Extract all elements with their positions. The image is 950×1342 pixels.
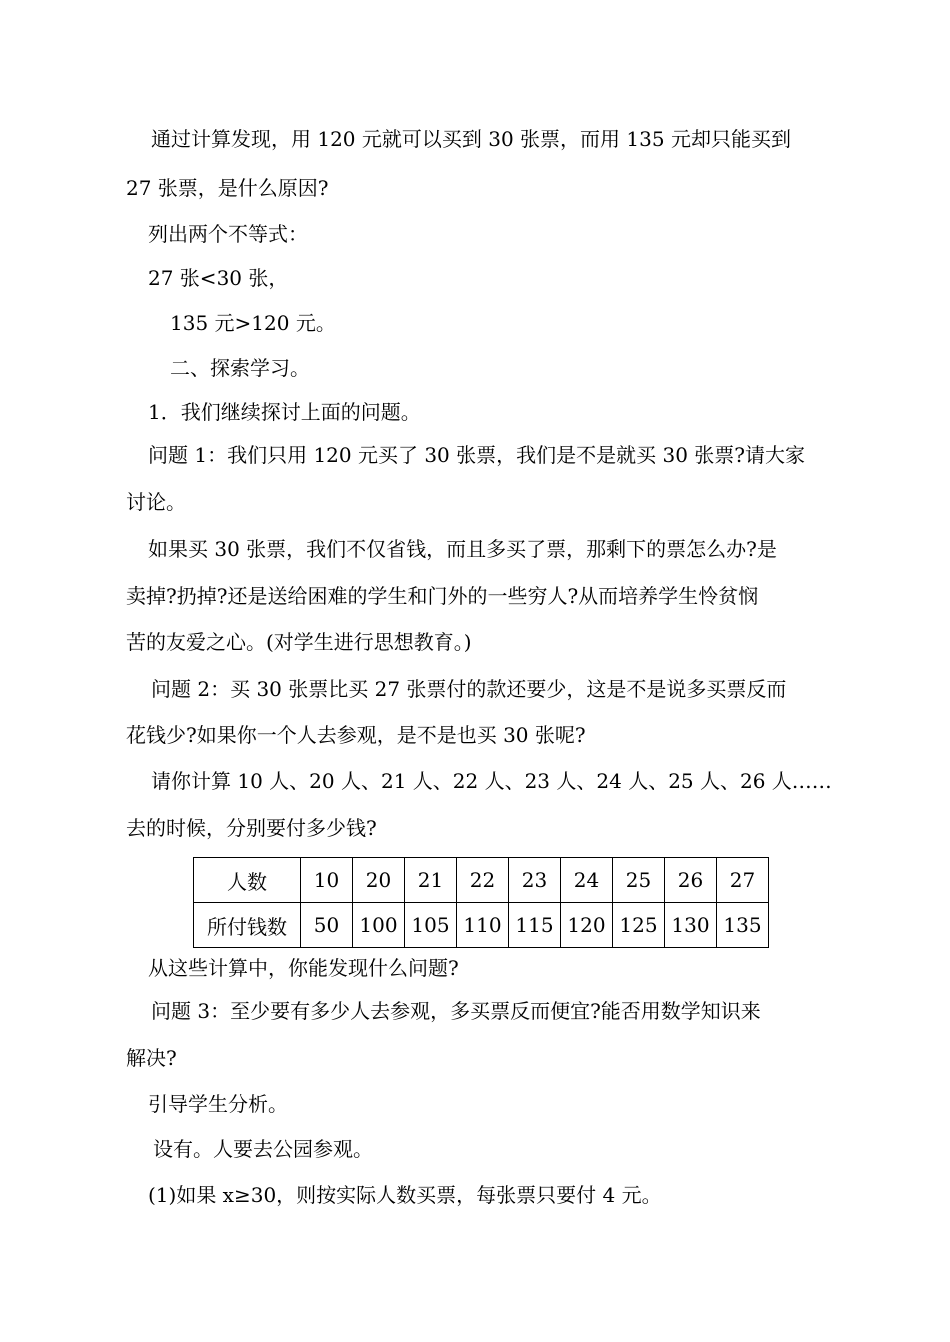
table-cell: 21 xyxy=(405,858,457,903)
paragraph: 解决? xyxy=(126,1046,177,1070)
table-cell: 125 xyxy=(613,903,665,948)
table-cell: 23 xyxy=(509,858,561,903)
table-row-label: 所付钱数 xyxy=(194,903,301,948)
table-cell: 22 xyxy=(457,858,509,903)
paragraph: 花钱少?如果你一个人去参观，是不是也买 30 张呢? xyxy=(126,723,586,747)
table-cell: 115 xyxy=(509,903,561,948)
paragraph: 问题 2：买 30 张票比买 27 张票付的款还要少，这是不是说多买票反而 xyxy=(151,677,787,701)
table-cell: 20 xyxy=(353,858,405,903)
table-cell: 27 xyxy=(717,858,769,903)
table-row xyxy=(194,903,769,948)
table-cell: 25 xyxy=(613,858,665,903)
table-cell: 110 xyxy=(457,903,509,948)
paragraph: 从这些计算中，你能发现什么问题? xyxy=(148,956,459,980)
table-row-label: 人数 xyxy=(194,858,301,903)
paragraph: 卖掉?扔掉?还是送给困难的学生和门外的一些穷人?从而培养学生怜贫悯 xyxy=(126,584,759,608)
table-cell: 10 xyxy=(301,858,353,903)
table-cell: 24 xyxy=(561,858,613,903)
table-cell: 50 xyxy=(301,903,353,948)
table-cell: 135 xyxy=(717,903,769,948)
paragraph: 27 张票，是什么原因? xyxy=(126,176,329,200)
paragraph: 问题 1：我们只用 120 元买了 30 张票，我们是不是就买 30 张票?请大家 xyxy=(148,443,806,467)
paragraph: 引导学生分析。 xyxy=(148,1092,288,1116)
paragraph: 列出两个不等式： xyxy=(148,222,308,246)
table-cell: 100 xyxy=(353,903,405,948)
table-cell: 120 xyxy=(561,903,613,948)
table-cell: 26 xyxy=(665,858,717,903)
table-cell: 105 xyxy=(405,903,457,948)
section-heading: 二、探索学习。 xyxy=(170,356,310,380)
paragraph: 1．我们继续探讨上面的问题。 xyxy=(148,400,421,424)
table-row xyxy=(194,858,769,903)
table-cell: 130 xyxy=(665,903,717,948)
paragraph: (1)如果 x≥30，则按实际人数买票，每张票只要付 4 元。 xyxy=(148,1183,662,1207)
paragraph: 135 元>120 元。 xyxy=(170,311,336,335)
paragraph: 27 张<30 张， xyxy=(148,266,289,290)
payment-table xyxy=(193,857,769,948)
paragraph: 问题 3：至少要有多少人去参观，多买票反而便宜?能否用数学知识来 xyxy=(151,999,761,1023)
paragraph: 如果买 30 张票，我们不仅省钱，而且多买了票，那剩下的票怎么办?是 xyxy=(148,537,777,561)
paragraph: 去的时候，分别要付多少钱? xyxy=(126,816,377,840)
paragraph: 通过计算发现，用 120 元就可以买到 30 张票，而用 135 元却只能买到 xyxy=(151,127,791,151)
paragraph: 请你计算 10 人、20 人、21 人、22 人、23 人、24 人、25 人、26 人…… xyxy=(151,769,832,793)
paragraph: 讨论。 xyxy=(126,490,186,514)
paragraph: 设有。人要去公园参观。 xyxy=(153,1137,373,1161)
paragraph: 苦的友爱之心。(对学生进行思想教育。) xyxy=(126,630,472,654)
